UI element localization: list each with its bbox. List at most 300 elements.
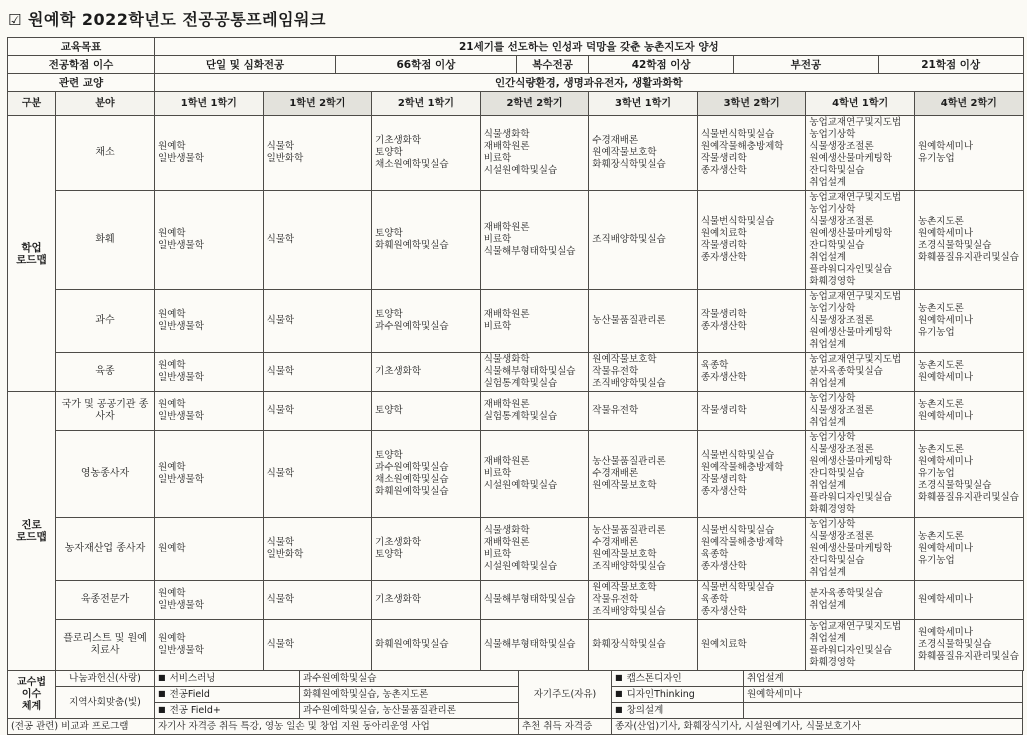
course: 농산물품질관리론	[592, 525, 666, 536]
course: 조직배양학및실습	[592, 561, 666, 572]
course: 비료학	[483, 549, 512, 560]
semester-header: 4학년 1학기	[806, 92, 915, 116]
course: 취업설계	[809, 567, 847, 578]
course-cell	[372, 353, 481, 392]
course-cell	[697, 116, 806, 191]
course: 토양학	[375, 228, 403, 239]
course-cell	[914, 518, 1023, 581]
field-label: 과수	[56, 290, 155, 353]
course: 취업설계	[809, 633, 847, 644]
license-value: 종자(산업)기사, 화훼장식기사, 시설원예기사, 식물보호기사	[612, 719, 1023, 735]
method-cell: ■ 캡스톤디자인	[612, 671, 744, 687]
course: 육종학	[700, 360, 729, 371]
method-cell: ■ 전공Field	[155, 687, 300, 703]
course: 조직배양학및실습	[592, 606, 666, 617]
course-cell	[480, 290, 589, 353]
course: 식물해부형태학및실습	[483, 366, 576, 377]
course: 기초생화학	[375, 135, 422, 146]
course: 원예학	[158, 360, 186, 371]
course: 유기농업	[917, 555, 955, 566]
course-cell	[372, 290, 481, 353]
course: 기초생화학	[375, 366, 422, 377]
course-cell	[589, 191, 698, 290]
course-cell	[155, 290, 264, 353]
course-cell	[914, 353, 1023, 392]
course: 조직배양학및실습	[592, 234, 666, 245]
course: 화훼원예학및실습	[375, 240, 449, 251]
field-label: 플로리스트 및 원예치료사	[56, 620, 155, 671]
course-cell	[263, 353, 372, 392]
teaching-system-label: 교수법 이수 체계	[8, 671, 56, 719]
course: 취업설계	[809, 177, 847, 188]
course: 원예학	[158, 588, 186, 599]
semester-header: 2학년 2학기	[480, 92, 589, 116]
credits-row	[8, 56, 1024, 74]
method-cell: ■ 창의설계	[612, 703, 744, 719]
method-courses: 원예학세미나	[744, 687, 1023, 703]
course: 육종학	[700, 594, 729, 605]
credits-cell: 복수전공	[516, 56, 588, 74]
course-cell	[806, 290, 915, 353]
course: 실험통계학및실습	[483, 411, 558, 422]
course: 수경재배론	[592, 135, 639, 146]
course: 화훼장식학및실습	[592, 639, 666, 650]
credits-cell: 42학점 이상	[589, 56, 734, 74]
course: 원예생산물마케팅학	[809, 153, 892, 164]
course: 잔디학및실습	[809, 240, 865, 251]
course: 재배학원론	[483, 309, 530, 320]
course: 식물학	[266, 639, 295, 650]
course: 화훼장식학및실습	[592, 159, 666, 170]
goal-value: 21세기를 선도하는 인성과 덕망을 갖춘 농촌지도자 양성	[155, 38, 1024, 56]
field-label: 국가 및 공공기관 종사자	[56, 392, 155, 431]
section-label: 진로 로드맵	[8, 392, 56, 671]
course: 농업교재연구및지도법	[809, 117, 902, 128]
course: 식물생장조절론	[809, 315, 874, 326]
course-cell	[914, 431, 1023, 518]
course: 원예학	[158, 141, 186, 152]
course: 식물번식학및실습	[700, 525, 775, 536]
course: 원예작물보호학	[592, 147, 657, 158]
course-cell	[589, 290, 698, 353]
credits-cell: 66학점 이상	[335, 56, 516, 74]
course: 작물생리학	[700, 309, 747, 320]
course: 농업교재연구및지도법	[809, 192, 902, 203]
course-cell	[589, 620, 698, 671]
course: 비료학	[483, 153, 512, 164]
course: 유기농업	[917, 468, 955, 479]
course-cell	[480, 191, 589, 290]
course: 원예작물보호학	[592, 480, 657, 491]
course: 화훼경영학	[809, 276, 856, 287]
course: 조경식물학및실습	[917, 639, 992, 650]
course-cell	[589, 353, 698, 392]
course: 재배학원론	[483, 141, 530, 152]
field-label: 영농종사자	[56, 431, 155, 518]
course: 분자육종학및실습	[809, 588, 883, 599]
course: 식물학	[266, 366, 295, 377]
course: 채소원예학및실습	[375, 474, 449, 485]
course-cell	[697, 620, 806, 671]
course: 원예학	[158, 399, 186, 410]
credits-cell: 21학점 이상	[878, 56, 1023, 74]
course: 원예학	[158, 633, 186, 644]
course: 농산물품질관리론	[592, 456, 666, 467]
semester-header: 3학년 2학기	[697, 92, 806, 116]
roadmap-row	[8, 116, 1024, 191]
method-courses	[744, 703, 1023, 719]
course: 작물생리학	[700, 153, 747, 164]
course: 일반생물학	[158, 153, 204, 164]
course: 식물학	[266, 405, 295, 416]
course: 식물해부형태학및실습	[483, 246, 576, 257]
course: 식물학	[266, 468, 295, 479]
extracurricular-label: (전공 관련) 비교과 프로그램	[8, 719, 155, 735]
course-cell	[697, 392, 806, 431]
course: 종자생산학	[700, 252, 747, 263]
course: 화훼품질유지관리및실습	[917, 492, 1019, 503]
course: 원예작물보호학	[592, 354, 657, 365]
course-cell	[480, 581, 589, 620]
course-cell	[263, 431, 372, 518]
method-courses: 과수원예학및실습	[300, 671, 519, 687]
course: 기초생화학	[375, 537, 422, 548]
section-label: 학업 로드맵	[8, 116, 56, 392]
credits-cell: 부전공	[734, 56, 879, 74]
course: 농업교재연구및지도법	[809, 621, 902, 632]
field-label: 육종	[56, 353, 155, 392]
course: 식물번식학및실습	[700, 216, 775, 227]
course: 분자육종학및실습	[809, 366, 883, 377]
course: 농촌지도론	[917, 303, 964, 314]
course: 채소원예학및실습	[375, 159, 449, 170]
course: 원예학세미나	[917, 627, 974, 638]
method-row	[8, 687, 1023, 703]
course: 실험통계학및실습	[483, 378, 558, 389]
course: 조경식물학및실습	[917, 240, 992, 251]
course: 과수원예학및실습	[375, 321, 449, 332]
course: 취업설계	[809, 600, 847, 611]
course: 식물생장조절론	[809, 405, 874, 416]
course-cell	[480, 620, 589, 671]
course: 조경식물학및실습	[917, 480, 992, 491]
method-courses: 과수원예학및실습, 농산물품질관리론	[300, 703, 519, 719]
course: 농촌지도론	[917, 399, 964, 410]
course-cell	[806, 116, 915, 191]
course: 원예치료학	[700, 228, 747, 239]
course: 일반생물학	[158, 645, 204, 656]
course: 재배학원론	[483, 222, 530, 233]
course: 원예학세미나	[917, 456, 974, 467]
course: 원예생산물마케팅학	[809, 228, 892, 239]
course: 원예작물해충방제학	[700, 141, 784, 152]
course-cell	[263, 620, 372, 671]
course: 비료학	[483, 468, 512, 479]
course: 농업기상학	[809, 204, 856, 215]
course: 비료학	[483, 321, 512, 332]
course-cell	[480, 116, 589, 191]
course-cell	[589, 431, 698, 518]
course: 화훼원예학및실습	[375, 486, 449, 497]
semester-header: 1학년 1학기	[155, 92, 264, 116]
course: 잔디학및실습	[809, 555, 865, 566]
course-cell	[372, 392, 481, 431]
course: 농업교재연구및지도법	[809, 354, 902, 365]
course: 원예생산물마케팅학	[809, 456, 892, 467]
course-cell	[806, 191, 915, 290]
square-bullet-icon: ■	[158, 705, 166, 714]
course: 시설원예학및실습	[483, 561, 558, 572]
course: 원예학세미나	[917, 141, 974, 152]
method-row	[8, 703, 1023, 719]
credits-label: 전공학점 이수	[8, 56, 155, 74]
course: 플라워디자인및실습	[809, 264, 892, 275]
course: 일반생물학	[158, 411, 204, 422]
course: 육종학	[700, 549, 729, 560]
course: 식물생장조절론	[809, 531, 874, 542]
course-cell	[806, 353, 915, 392]
course-cell	[372, 191, 481, 290]
course: 유기농업	[917, 327, 955, 338]
semester-header: 1학년 2학기	[263, 92, 372, 116]
course-cell	[155, 116, 264, 191]
square-bullet-icon: ■	[615, 705, 623, 714]
course: 일반생물학	[158, 372, 204, 383]
course-cell	[697, 191, 806, 290]
course: 취업설계	[809, 378, 847, 389]
course-cell	[806, 518, 915, 581]
course: 식물번식학및실습	[700, 450, 775, 461]
roadmap-row	[8, 191, 1024, 290]
course: 재배학원론	[483, 399, 530, 410]
extracurricular-value: 자기사 자격증 취득 특강, 영농 일손 및 창업 지원 동아리운영 사업	[155, 719, 519, 735]
course: 잔디학및실습	[809, 468, 865, 479]
teaching-method-table	[7, 670, 1023, 735]
course-cell	[372, 581, 481, 620]
course: 플라워디자인및실습	[809, 492, 892, 503]
course: 토양학	[375, 450, 403, 461]
course-cell	[155, 392, 264, 431]
course: 식물생장조절론	[809, 141, 874, 152]
course: 농촌지도론	[917, 444, 964, 455]
course: 농산물품질관리론	[592, 315, 666, 326]
course: 종자생산학	[700, 372, 747, 383]
course: 원예작물해충방제학	[700, 462, 784, 473]
course-cell	[480, 431, 589, 518]
course-cell	[263, 581, 372, 620]
course: 농업기상학	[809, 129, 856, 140]
course-cell	[155, 518, 264, 581]
course-cell	[372, 518, 481, 581]
course: 플라워디자인및실습	[809, 645, 892, 656]
course: 작물유전학	[592, 594, 639, 605]
course: 일반화학	[266, 549, 304, 560]
course: 과수원예학및실습	[375, 462, 449, 473]
course-cell	[480, 518, 589, 581]
course: 잔디학및실습	[809, 165, 865, 176]
method-row	[8, 671, 1023, 687]
method-cell: ■ 서비스러닝	[155, 671, 300, 687]
roadmap-row	[8, 620, 1024, 671]
course-cell	[914, 620, 1023, 671]
course: 종자생산학	[700, 486, 747, 497]
course: 원예학세미나	[917, 315, 974, 326]
curriculum-table	[7, 37, 1024, 671]
course: 일반생물학	[158, 600, 204, 611]
course: 원예학세미나	[917, 372, 974, 383]
course: 원예학	[158, 543, 186, 554]
course-cell	[697, 431, 806, 518]
course: 원예학세미나	[917, 543, 974, 554]
course: 종자생산학	[700, 561, 747, 572]
course: 토양학	[375, 147, 403, 158]
course: 식물번식학및실습	[700, 129, 775, 140]
category-cell: 나눔과헌신(사랑)	[56, 671, 155, 687]
course-cell	[480, 353, 589, 392]
roadmap-row	[8, 518, 1024, 581]
course: 원예학	[158, 309, 186, 320]
course-cell	[263, 116, 372, 191]
roadmap-body	[8, 116, 1024, 671]
course-cell	[697, 518, 806, 581]
course: 식물학	[266, 234, 295, 245]
course: 원예작물해충방제학	[700, 537, 784, 548]
course: 화훼경영학	[809, 504, 856, 515]
semester-header: 3학년 1학기	[589, 92, 698, 116]
gubun-header: 구분	[8, 92, 56, 116]
method-courses: 취업설계	[744, 671, 1023, 687]
course: 원예학세미나	[917, 411, 974, 422]
course-cell	[806, 431, 915, 518]
checkbox-icon: ☑	[8, 11, 22, 29]
course: 시설원예학및실습	[483, 165, 558, 176]
roadmap-row	[8, 431, 1024, 518]
course: 작물유전학	[592, 366, 639, 377]
course: 작물생리학	[700, 240, 747, 251]
course: 농업기상학	[809, 303, 856, 314]
course: 시설원예학및실습	[483, 480, 558, 491]
course: 재배학원론	[483, 537, 530, 548]
course: 식물학	[266, 141, 295, 152]
course: 식물학	[266, 594, 295, 605]
course: 식물학	[266, 537, 295, 548]
course: 식물생화학	[483, 129, 530, 140]
course: 기초생화학	[375, 594, 422, 605]
method-cell: ■ 전공 Field+	[155, 703, 300, 719]
course: 식물해부형태학및실습	[483, 594, 576, 605]
self-directed-label: 자기주도(자유)	[519, 671, 612, 719]
credits-cell: 단일 및 심화전공	[155, 56, 336, 74]
course-cell	[263, 290, 372, 353]
roadmap-row	[8, 290, 1024, 353]
course: 비료학	[483, 234, 512, 245]
course: 원예작물보호학	[592, 549, 657, 560]
course: 취업설계	[809, 417, 847, 428]
bunya-header: 분야	[56, 92, 155, 116]
square-bullet-icon: ■	[615, 673, 623, 682]
field-label: 농자재산업 종사자	[56, 518, 155, 581]
course: 토양학	[375, 405, 403, 416]
course: 농업기상학	[809, 519, 856, 530]
course-cell	[914, 116, 1023, 191]
course-cell	[263, 518, 372, 581]
method-courses: 화훼원예학및실습, 농촌지도론	[300, 687, 519, 703]
course: 재배학원론	[483, 456, 530, 467]
course-cell	[914, 581, 1023, 620]
course-cell	[589, 518, 698, 581]
course: 농촌지도론	[917, 531, 964, 542]
course: 식물생장조절론	[809, 216, 874, 227]
course: 원예학	[158, 462, 186, 473]
course: 원예학세미나	[917, 594, 974, 605]
course-cell	[914, 392, 1023, 431]
course: 식물생장조절론	[809, 444, 874, 455]
course: 농업기상학	[809, 432, 856, 443]
extracurricular-row	[8, 719, 1023, 735]
course: 일반생물학	[158, 321, 204, 332]
course: 토양학	[375, 549, 403, 560]
category-cell: 지역사회맞춤(빛)	[56, 687, 155, 719]
course-cell	[806, 620, 915, 671]
square-bullet-icon: ■	[158, 689, 166, 698]
page-title-text: 원예학 2022학년도 전공공통프레임워크	[27, 10, 326, 29]
course: 화훼원예학및실습	[375, 639, 449, 650]
course: 원예작물보호학	[592, 582, 657, 593]
header-row	[8, 92, 1024, 116]
course-cell	[914, 290, 1023, 353]
roadmap-row	[8, 581, 1024, 620]
course-cell	[589, 581, 698, 620]
course: 원예생산물마케팅학	[809, 543, 892, 554]
course: 화훼품질유지관리및실습	[917, 651, 1019, 662]
course: 작물생리학	[700, 405, 747, 416]
course: 원예생산물마케팅학	[809, 327, 892, 338]
course: 식물학	[266, 315, 295, 326]
roadmap-row	[8, 392, 1024, 431]
course: 수경재배론	[592, 468, 639, 479]
course: 원예학	[158, 228, 186, 239]
liberal-row	[8, 74, 1024, 92]
course-cell	[589, 392, 698, 431]
course: 화훼경영학	[809, 657, 856, 668]
course-cell	[155, 431, 264, 518]
semester-header: 2학년 1학기	[372, 92, 481, 116]
field-label: 화훼	[56, 191, 155, 290]
course: 일반생물학	[158, 240, 204, 251]
course: 농촌지도론	[917, 360, 964, 371]
square-bullet-icon: ■	[158, 673, 166, 682]
course: 작물유전학	[592, 405, 639, 416]
course-cell	[372, 116, 481, 191]
course-cell	[155, 581, 264, 620]
course: 취업설계	[809, 480, 847, 491]
course-cell	[589, 116, 698, 191]
course-cell	[372, 620, 481, 671]
course: 종자생산학	[700, 606, 747, 617]
course-cell	[263, 191, 372, 290]
course: 식물생화학	[483, 354, 530, 365]
course-cell	[806, 581, 915, 620]
course: 토양학	[375, 309, 403, 320]
field-label: 육종전문가	[56, 581, 155, 620]
course: 일반생물학	[158, 474, 204, 485]
course: 유기농업	[917, 153, 955, 164]
roadmap-row	[8, 353, 1024, 392]
course-cell	[155, 191, 264, 290]
course-cell	[263, 392, 372, 431]
course: 취업설계	[809, 252, 847, 263]
field-label: 채소	[56, 116, 155, 191]
